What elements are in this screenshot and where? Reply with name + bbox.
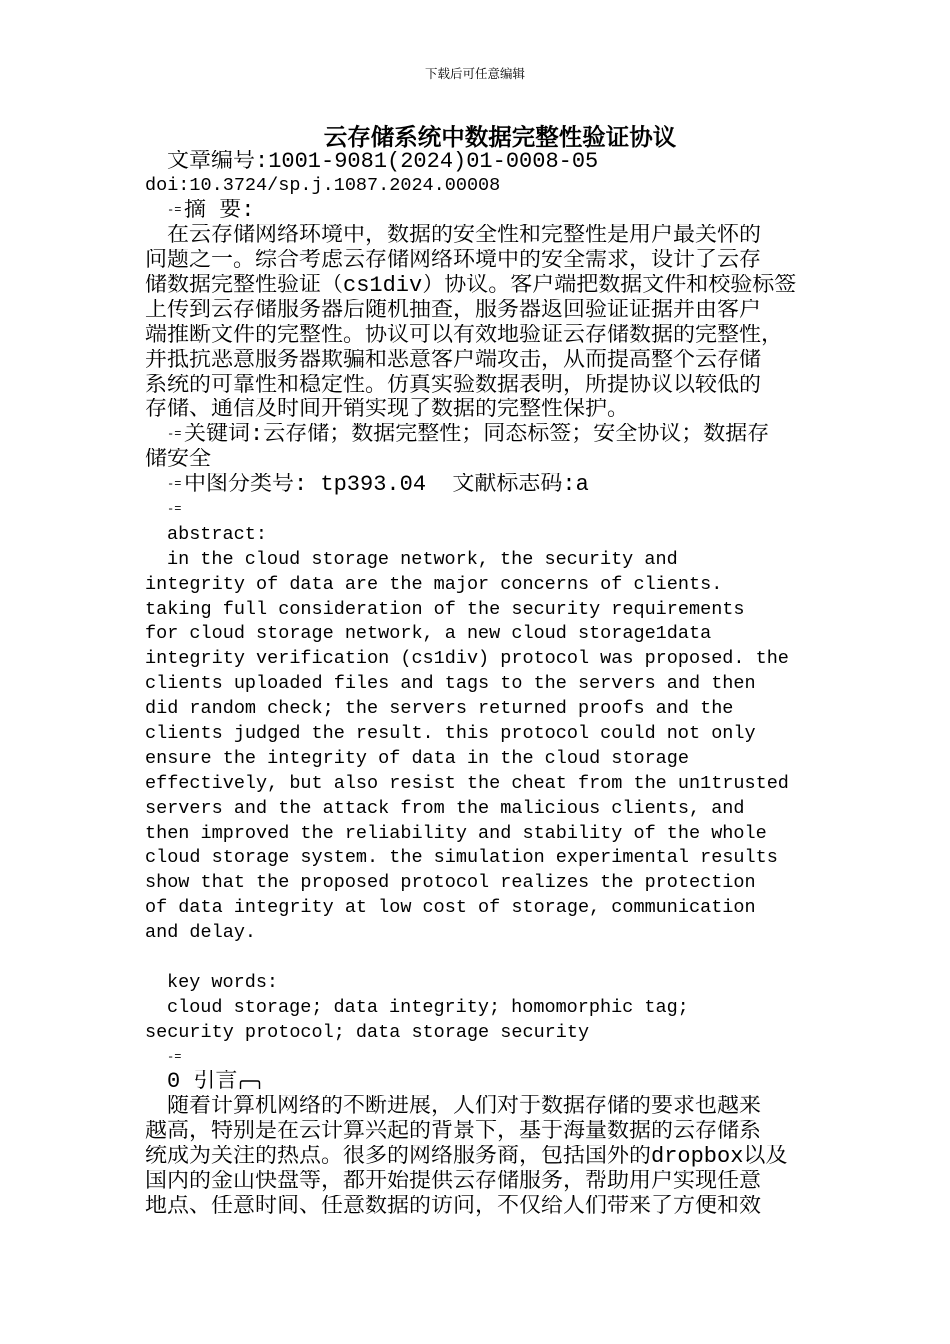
abstract-en-line: ensure the integrity of data in the cloud storage (145, 747, 689, 769)
article-number: 文章编号:1001-9081(2024)01-0008-05 (167, 149, 599, 174)
classification-line (145, 473, 940, 498)
section-heading: 0 引言 (167, 1070, 238, 1095)
classification-text: 中图分类号: tp393.04 文献标志码:a (184, 473, 589, 498)
header-note: 下载后可任意编辑 (424, 66, 525, 81)
abstract-en-line: cloud storage system. the simulation experimental results (145, 847, 778, 869)
field-marker: -= (167, 502, 182, 517)
separator-line (145, 498, 940, 523)
field-marker: -= (167, 427, 182, 442)
abstract-en-line: and delay. (145, 922, 257, 944)
abstract-en-line: in the cloud storage network, the security and (167, 548, 678, 570)
keywords-cn-line (145, 423, 940, 448)
abstract-en-line: did random check; the servers returned proofs and the (145, 698, 734, 720)
abstract-cn-heading-line (145, 199, 940, 224)
abstract-cn-line: 存储、通信及时间开销实现了数据的完整性保护。 (145, 398, 630, 423)
keywords-en-heading: key words: (167, 971, 279, 993)
abstract-en-line: integrity verification (cs1div) protocol was proposed. the (145, 648, 789, 670)
abstract-cn-line: 储数据完整性验证（cs1div）协议。客户端把数据文件和校验标签 (145, 273, 797, 298)
keywords-cn-line: 储安全 (145, 448, 212, 473)
field-marker: -= (167, 477, 182, 492)
abstract-cn-heading: 摘 要: (184, 199, 255, 224)
introduction-heading-line (145, 1070, 940, 1095)
keywords-cn-text: 关键词:云存储；数据完整性；同态标签；安全协议；数据存 (184, 423, 770, 448)
doi: doi:10.3724/sp.j.1087.2024.00008 (145, 175, 501, 197)
bracket-mark-icon (239, 1078, 261, 1090)
introduction-line: 国内的金山快盘等，都开始提供云存储服务，帮助用户实现任意 (145, 1170, 762, 1195)
abstract-en-line: integrity of data are the major concerns of clients. (145, 573, 723, 595)
introduction-line: 地点、任意时间、任意数据的访问，不仅给人们带来了方便和效 (145, 1194, 762, 1219)
field-marker: -= (167, 1049, 182, 1064)
article-body (145, 150, 940, 1220)
abstract-en-line: clients uploaded files and tags to the servers and then (145, 673, 756, 695)
introduction-line: 统成为关注的热点。很多的网络服务商，包括国外的dropbox以及 (145, 1145, 788, 1170)
blank-line (145, 946, 940, 971)
introduction-line: 随着计算机网络的不断进展，人们对于数据存储的要求也越来 (167, 1095, 762, 1120)
abstract-cn-line: 在云存储网络环境中，数据的安全性和完整性是用户最关怀的 (167, 224, 762, 249)
abstract-en-line: taking full consideration of the security requirements (145, 598, 745, 620)
separator-line (145, 1046, 940, 1071)
abstract-en-heading: abstract: (167, 523, 267, 545)
keywords-en-line: security protocol; data storage security (145, 1021, 590, 1043)
abstract-en-line: servers and the attack from the malicious clients, and (145, 797, 745, 819)
abstract-en-line: clients judged the result. this protocol could not only (145, 722, 756, 744)
article-title: 云存储系统中数据完整性验证协议 (323, 123, 677, 151)
abstract-en-line: of data integrity at low cost of storage, communication (145, 897, 756, 919)
abstract-en-line: for cloud storage network, a new cloud storage1data (145, 623, 712, 645)
abstract-cn-line: 系统的可靠性和稳定性。仿真实验数据表明，所提协议以较低的 (145, 373, 762, 398)
abstract-cn-line: 上传到云存储服务器后随机抽查，服务器返回验证证据并由客户 (145, 298, 762, 323)
abstract-en-line: then improved the reliability and stability of the whole (145, 822, 767, 844)
abstract-cn-line: 问题之一。综合考虑云存储网络环境中的安全需求，设计了云存 (145, 249, 762, 274)
abstract-en-line: effectively, but also resist the cheat from the un1trusted (145, 772, 789, 794)
introduction-line: 越高，特别是在云计算兴起的背景下，基于海量数据的云存储系 (145, 1120, 762, 1145)
abstract-cn-line: 并抵抗恶意服务器欺骗和恶意客户端攻击，从而提高整个云存储 (145, 348, 762, 373)
keywords-en-line: cloud storage; data integrity; homomorphic tag; (167, 996, 689, 1018)
abstract-en-line: show that the proposed protocol realizes the protection (145, 872, 756, 894)
field-marker: -= (167, 203, 182, 218)
abstract-cn-line: 端推断文件的完整性。协议可以有效地验证云存储数据的完整性， (145, 323, 784, 348)
